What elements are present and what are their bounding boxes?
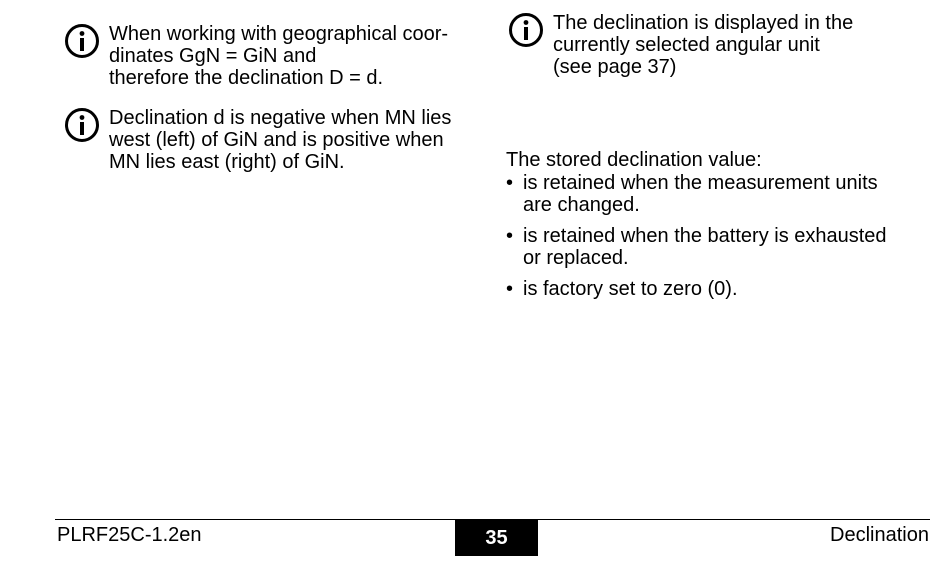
note-text: Declination d is negative when MN lies west (left) of GiN and is positive when MN lies east (right) of GiN.	[109, 107, 452, 173]
bullet-icon: •	[506, 172, 514, 194]
info-icon	[64, 107, 100, 143]
page-number: 35	[455, 520, 538, 556]
info-icon	[64, 23, 100, 59]
document-code: PLRF25C-1.2en	[57, 524, 202, 546]
info-note-geographical	[64, 23, 448, 89]
stored-value-intro: The stored declination value:	[506, 149, 762, 171]
bullet-icon: •	[506, 225, 514, 247]
list-item: • is retained when the battery is exhausted or replaced.	[506, 225, 887, 269]
info-note-unit	[508, 12, 853, 78]
bullet-icon: •	[506, 278, 514, 300]
stored-value-list	[506, 172, 887, 309]
info-icon	[508, 12, 544, 48]
note-text: When working with geographical coor- dinates GgN = GiN and therefore the declination D = d.	[109, 23, 449, 89]
note-text: The declination is displayed in the currently selected angular unit (see page 37)	[553, 12, 854, 78]
list-item: • is retained when the measurement units are changed.	[506, 172, 878, 216]
info-note-sign	[64, 107, 451, 173]
section-name: Declination	[830, 524, 929, 546]
list-item: • is factory set to zero (0).	[506, 278, 738, 300]
